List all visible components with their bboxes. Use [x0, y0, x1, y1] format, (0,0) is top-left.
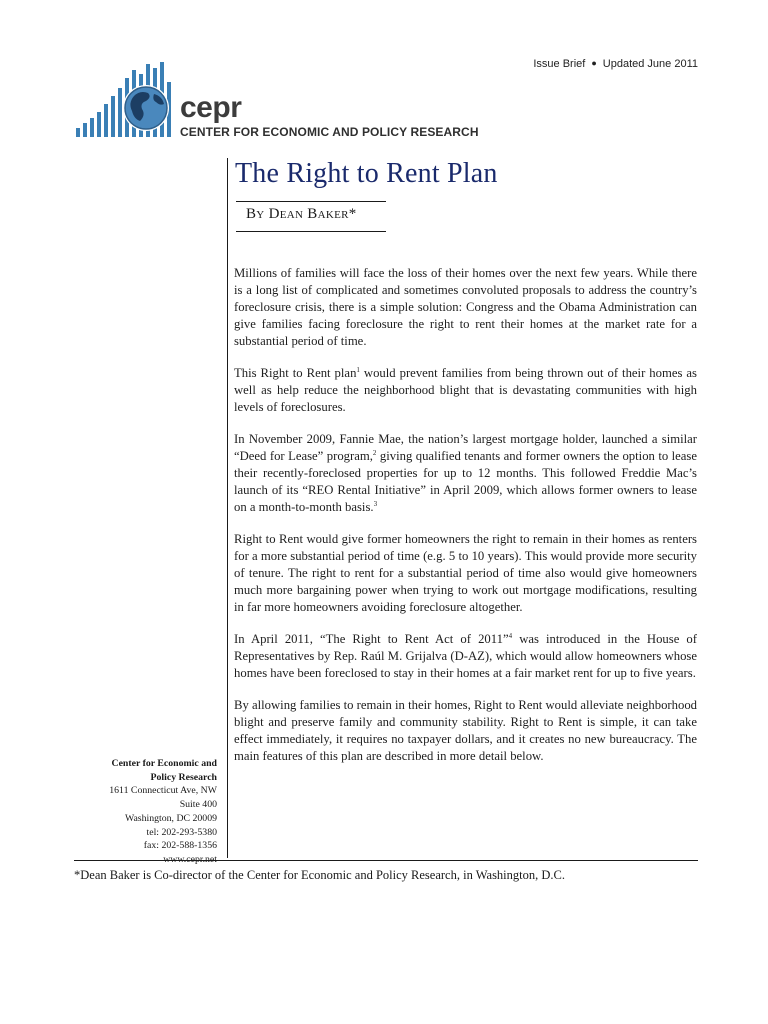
author-footnote: *Dean Baker is Co-director of the Center for Economic and Policy Research, in Washington, D.C. [74, 868, 565, 882]
byline-bottom-rule [236, 231, 386, 232]
logo-text [180, 93, 479, 139]
updated-date: Updated June 2011 [602, 58, 698, 70]
address-street: 1611 Connecticut Ave, NW [109, 785, 217, 797]
footnote-ref-3[interactable]: 3 [373, 499, 378, 508]
org-name-line2: Policy Research [150, 771, 217, 783]
issue-type: Issue Brief [533, 58, 586, 70]
footnote-ref-1[interactable]: 1 [356, 365, 360, 374]
paragraph-3: In November 2009, Fannie Mae, the nation’s largest mortgage holder, launched a similar “Deed for Lease” program,$^2$ giving qualified tenants and former owners the option to lease their recently-foreclosed properties for up to 12 months. This followed Freddie Mac’s launch of its “REO Rental Initiative” in April 2009, which allows former owners to lease on a month-to-month basis.$^3$ [234, 432, 698, 514]
phone-number: tel: 202-293-5380 [146, 826, 217, 838]
footnote-ref-4[interactable]: 4 [508, 631, 513, 640]
fax-number: fax: 202-588-1356 [143, 840, 217, 852]
paragraph-1: Millions of families will face the loss of their homes over the next few years. While there is a long list of complicated and sometimes convoluted proposals to address the country’s foreclosure crisis, there is a simple solution: Congress and the Obama Administration can give families facing foreclosure the right to rent their homes at the market rate for a substantial period of time. [234, 266, 697, 348]
issue-line [533, 58, 698, 70]
paragraph-4: Right to Rent would give former homeowners the right to remain in their homes as renters for a more substantial period of time (e.g. 5 to 10 years). This would provide more security of tenure. The right to rent for a substantial period of time also would give homeowners much more bargaining power when trying to work out mortgage modifications, resulting in far more homeowners avoiding foreclosure altogether. [234, 532, 697, 614]
paragraph-6: By allowing families to remain in their homes, Right to Rent would alleviate neighborhood blight and preserve family and community stability. Right to Rent is simple, it can take effect immediately, it requires no taxpayer dollars, and it creates no new bureaucracy. The main features of this plan are described in more detail below. [234, 698, 698, 763]
article-body [234, 265, 697, 780]
org-address [80, 757, 217, 867]
paragraph-2: This Right to Rent plan$^1$ would prevent families from being thrown out of their homes as well as help reduce the neighborhood blight that is devastating communities with high levels of foreclosures. [234, 365, 697, 414]
address-city: Washington, DC 20009 [124, 812, 217, 824]
paragraph-5: In April 2011, “The Right to Rent Act of 2011”$^4$ was introduced in the House of Representatives by Rep. Raúl M. Grijalva (D-AZ), which would allow homeowners whose homes have been foreclosed to stay in their homes at a fair market rent for up to five years. [234, 631, 697, 680]
org-name-line1: Center for Economic and [111, 758, 217, 769]
page-title: The Right to Rent Plan [235, 158, 498, 189]
byline-top-rule [236, 201, 386, 202]
footnote-divider [74, 860, 698, 861]
byline: By Dean Baker* [246, 206, 357, 222]
logo-abbr: cepr [180, 91, 242, 124]
cepr-logo-icon [74, 60, 184, 140]
vertical-divider [227, 158, 228, 858]
logo-full-name: CENTER FOR ECONOMIC AND POLICY RESEARCH [180, 125, 479, 139]
footnote-ref-2[interactable]: 2 [372, 448, 377, 457]
address-suite: Suite 400 [179, 799, 217, 811]
bullet-icon: ● [591, 58, 597, 68]
